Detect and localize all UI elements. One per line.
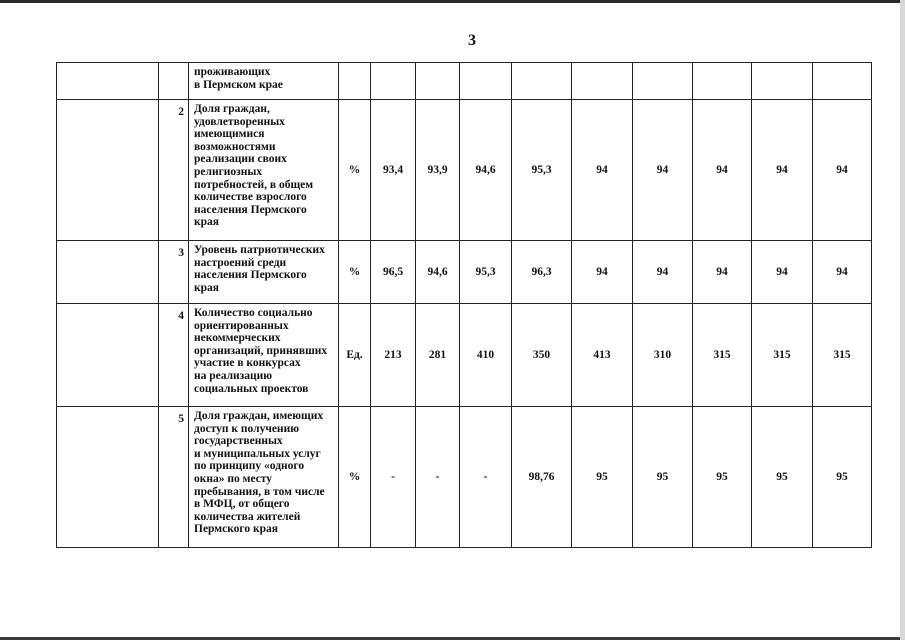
value-cell: 281 [416,304,460,407]
value-cell: 350 [512,304,572,407]
value-cell: 94 [572,100,633,241]
value-cell: 94 [693,100,752,241]
value-cell: 315 [693,304,752,407]
unit-cell: % [339,100,371,241]
value-cell: 94 [813,100,872,241]
value-cell: 94,6 [416,241,460,304]
value-cell: 310 [633,304,693,407]
value-cell: 96,3 [512,241,572,304]
value-cell: 95 [813,407,872,548]
value-cell [813,63,872,100]
value-cell: 94 [752,241,813,304]
value-cell: 95,3 [460,241,512,304]
table-row [57,407,872,548]
section-cell [57,100,159,241]
value-cell: 93,9 [416,100,460,241]
row-number: 5 [159,407,189,548]
value-cell: 94 [693,241,752,304]
section-cell [57,407,159,548]
value-cell: 98,76 [512,407,572,548]
value-cell: - [416,407,460,548]
table-row [57,304,872,407]
scan-edge-top [0,0,905,3]
unit-cell [339,63,371,100]
value-cell: 95 [633,407,693,548]
value-cell: 94,6 [460,100,512,241]
scan-edge-right [900,0,905,640]
table-row [57,241,872,304]
unit-cell: % [339,241,371,304]
value-cell [572,63,633,100]
value-cell: 94 [752,100,813,241]
value-cell: 95 [572,407,633,548]
row-number: 3 [159,241,189,304]
value-cell: 95,3 [512,100,572,241]
value-cell: 315 [752,304,813,407]
value-cell [512,63,572,100]
indicator-name: Количество социально ориентированных некоммерческих организаций, принявших участие в конкурсах на реализацию социальных проектов [189,304,339,407]
section-cell [57,241,159,304]
value-cell [416,63,460,100]
value-cell: 96,5 [371,241,416,304]
value-cell: 94 [633,241,693,304]
value-cell: 213 [371,304,416,407]
table-row [57,100,872,241]
value-cell: 93,4 [371,100,416,241]
row-number [159,63,189,100]
value-cell: 410 [460,304,512,407]
value-cell [693,63,752,100]
value-cell: 95 [752,407,813,548]
value-cell [460,63,512,100]
value-cell [752,63,813,100]
unit-cell: Ед. [339,304,371,407]
section-cell [57,63,159,100]
row-number: 2 [159,100,189,241]
indicator-name: Доля граждан, удовлетворенных имеющимися возможностями реализации своих религиозных потребностей, в общем количестве взрослого населения Пермского края [189,100,339,241]
value-cell: 315 [813,304,872,407]
indicator-name: Уровень патриотических настроений среди населения Пермского края [189,241,339,304]
value-cell: 94 [572,241,633,304]
page-number: 3 [468,32,476,49]
section-cell [57,304,159,407]
value-cell: - [371,407,416,548]
indicator-name: проживающих в Пермском крае [189,63,339,100]
indicator-name: Доля граждан, имеющих доступ к получению государственных и муниципальных услуг по принципу «одного окна» по месту пребывания, в том числе в МФЦ, от общего количества жителей Пермского края [189,407,339,548]
value-cell [633,63,693,100]
value-cell: 94 [633,100,693,241]
indicators-table [56,62,872,548]
value-cell: 94 [813,241,872,304]
value-cell: - [460,407,512,548]
value-cell: 95 [693,407,752,548]
value-cell: 413 [572,304,633,407]
value-cell [371,63,416,100]
unit-cell: % [339,407,371,548]
row-number: 4 [159,304,189,407]
table-row [57,63,872,100]
